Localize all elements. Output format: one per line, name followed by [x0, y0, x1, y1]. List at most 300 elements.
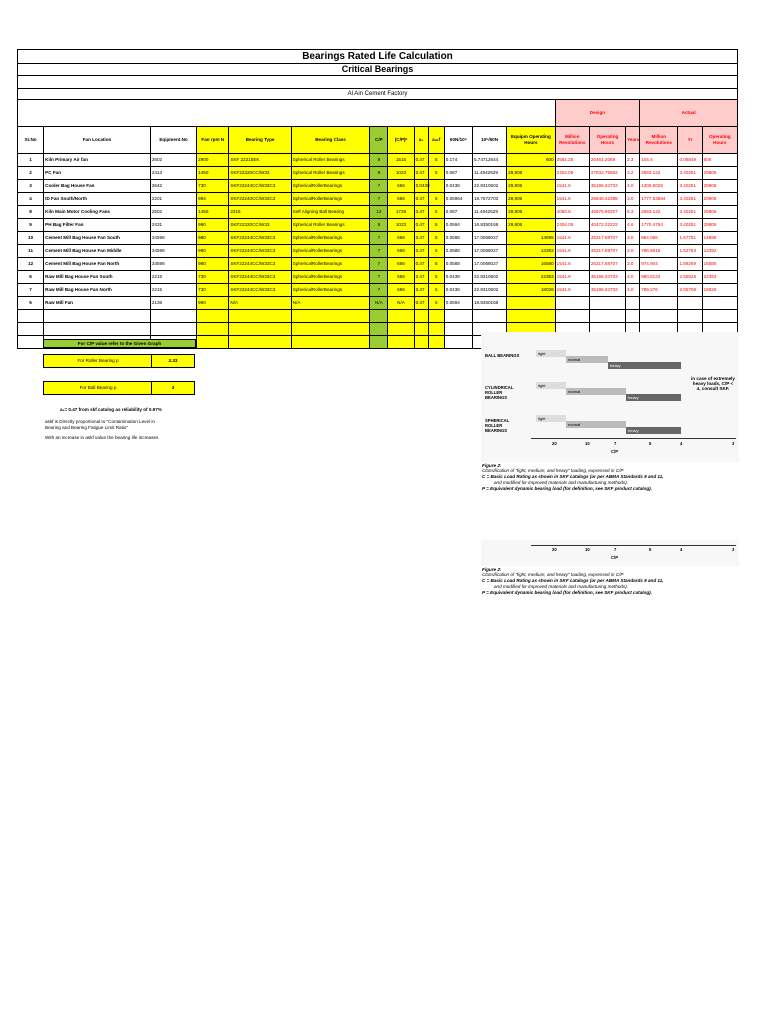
column-header: Sr.No [18, 127, 44, 154]
column-header: Bearing Type [229, 127, 291, 154]
table-cell: 0.0438 [444, 180, 472, 193]
table-cell: 5 [428, 167, 444, 180]
ball-heavy-bar: heavy [608, 362, 681, 369]
table-cell [626, 297, 640, 310]
tick-7: 7 [614, 441, 617, 446]
column-header: (C/P)ᵖ [388, 127, 414, 154]
column-header: 60N/10⁶ [444, 127, 472, 154]
empty-cell [640, 310, 678, 323]
table-row [18, 297, 738, 310]
empty-cell [428, 323, 444, 336]
table-cell: 1515 [388, 154, 414, 167]
table-cell: 980 [197, 258, 229, 271]
table-cell: 3.40251 [678, 219, 702, 232]
empty-cell [370, 310, 388, 323]
table-cell: 1541.6 [555, 258, 589, 271]
table-cell: 5.3 [626, 206, 640, 219]
roller-bearing-value-cell [151, 354, 195, 368]
empty-cell [291, 323, 370, 336]
empty-cell [414, 310, 428, 323]
figure-caption-3: and modified for improved materials and manufacturing methods). [494, 480, 629, 485]
extreme-load-note: in case of extremely heavy loads, C/P < 4, consult SKF. [691, 376, 735, 391]
table-cell: SphericalRollerBearings [291, 193, 370, 206]
figure2-caption-3: and modified for improved materials and manufacturing methods). [494, 584, 629, 589]
table-cell: 0.47 [414, 167, 428, 180]
table-cell: 16.8350168 [472, 297, 506, 310]
table-cell: 2404.05 [555, 167, 589, 180]
table-cell: 5 [428, 232, 444, 245]
table-cell: Raw Mill Fan [44, 297, 151, 310]
table-cell: 22393 [702, 271, 737, 284]
table-cell: 34598 [150, 245, 196, 258]
sph-heavy-bar: heavy [626, 427, 681, 434]
table-cell: 3.0 [626, 232, 640, 245]
table-cell: 29806 [702, 219, 737, 232]
empty-cell [150, 310, 196, 323]
table-cell: SKF22244CC/W33C3 [229, 232, 291, 245]
table-cell: 29,806 [507, 206, 555, 219]
ball-bearing-label-cell [43, 381, 153, 395]
table-cell: 22393 [507, 271, 555, 284]
table-cell: 2593.122 [640, 167, 678, 180]
table-cell: 2 [18, 167, 44, 180]
table-cell: 0.47 [414, 245, 428, 258]
empty-cell [291, 336, 370, 349]
empty-cell [291, 310, 370, 323]
table-cell: 5 [428, 284, 444, 297]
table-cell: 5 [428, 219, 444, 232]
table-cell: 0.47 [414, 232, 428, 245]
table-cell: 7 [370, 180, 388, 193]
table-cell: 789.276 [640, 284, 678, 297]
table-cell: 12 [18, 258, 44, 271]
table-cell: 46675.86207 [589, 206, 625, 219]
table-cell: Cooler Bag House Fan [44, 180, 151, 193]
table-cell: 22.8310502 [472, 271, 506, 284]
cp-refer-text: For C/P value refer to the Given Graph [77, 341, 162, 346]
table-cell: 29,806 [507, 180, 555, 193]
table-cell: N/A [229, 297, 291, 310]
table-cell: 4.0 [626, 284, 640, 297]
table-cell: 17.0068027 [472, 245, 506, 258]
figure-caption-2: C = Basic Load Rating as shown in SKF catalogs (or per ABMA Standards 9 and 11, [482, 474, 664, 479]
table-cell: 34598 [150, 232, 196, 245]
table-cell: SKF22320CC/W33 [229, 219, 291, 232]
table-cell: 35196.34703 [589, 180, 625, 193]
table-cell: 0.0588 [444, 232, 472, 245]
table-cell: 656 [388, 258, 414, 271]
empty-cell [197, 323, 229, 336]
table-cell: 4060.8 [555, 206, 589, 219]
column-header: Fan rpm N [197, 127, 229, 154]
table-cell: 990 [197, 219, 229, 232]
table-cell [507, 297, 555, 310]
empty-cell [414, 323, 428, 336]
table-cell: 0.0594 [444, 219, 472, 232]
column-header: aₛₖf [428, 127, 444, 154]
figure2-caption-4: P = Equivalent dynamic bearing load (for definition, see SKF product catalog). [482, 590, 652, 595]
tick-3: 3 [732, 441, 735, 446]
empty-cell [428, 310, 444, 323]
table-cell [678, 297, 702, 310]
askf-note-1: askf is Directly proportional to "Contamination Level in [45, 419, 155, 424]
cyl-light-bar: light [536, 382, 566, 389]
table-cell: 7 [370, 284, 388, 297]
cp-refer-note [43, 339, 196, 348]
table-cell: SphericalRollerBearings [291, 180, 370, 193]
table-cell: SKF22320CC/W33 [229, 167, 291, 180]
table-cell: 994 [197, 193, 229, 206]
bearings-table [17, 99, 738, 349]
table-cell: 2413 [150, 167, 196, 180]
table-cell: 3.0 [626, 193, 640, 206]
table-cell: 1450 [197, 167, 229, 180]
table-cell: 35196.34703 [589, 284, 625, 297]
tick-4-repeat: 4 [680, 547, 683, 552]
table-cell: SKF22244CC/W33C3 [229, 271, 291, 284]
table-cell: 5 [428, 271, 444, 284]
table-cell: 600 [507, 154, 555, 167]
roller-bearing-label: For Roller Bearing p [77, 358, 119, 363]
column-header: Equipm Operating Hours [507, 127, 555, 154]
table-cell: 3.0 [626, 258, 640, 271]
table-cell: 8 [370, 219, 388, 232]
table-cell: 1 [18, 154, 44, 167]
table-cell: 990 [197, 297, 229, 310]
table-cell: PC Fan [44, 167, 151, 180]
table-cell: Self Aligning Ball Bearing [291, 206, 370, 219]
tick-10: 10 [585, 441, 590, 446]
table-cell: 3561.25 [555, 154, 589, 167]
column-header: Years [626, 127, 640, 154]
empty-cell [370, 336, 388, 349]
table-cell: 0.0588 [444, 245, 472, 258]
table-cell: 1.52763 [678, 245, 702, 258]
table-row [18, 154, 738, 167]
table-cell: 2502 [150, 206, 196, 219]
table-cell: 29,806 [507, 219, 555, 232]
empty-cell [388, 323, 414, 336]
sheet-title: Bearings Rated Life Calculation [17, 49, 738, 63]
table-cell: 26217.68707 [589, 232, 625, 245]
table-cell: 34598 [150, 258, 196, 271]
table-cell: 656 [388, 232, 414, 245]
empty-cell [414, 336, 428, 349]
empty-cell [678, 310, 702, 323]
table-cell: Cement Mill Bag House Fan South [44, 232, 151, 245]
table-cell: 3.40251 [678, 206, 702, 219]
table-cell: SphericalRollerBearings [291, 245, 370, 258]
empty-cell [555, 310, 589, 323]
table-cell: 2215 [150, 271, 196, 284]
table-cell: 0.0438 [414, 180, 428, 193]
table-cell: 29806 [702, 206, 737, 219]
table-cell: 40472.22222 [589, 219, 625, 232]
figure-caption-1: Classification of "light, medium, and heavy" loading, expressed in C/P [482, 468, 624, 473]
figure2-caption-title: Figure 2: [482, 567, 502, 572]
table-cell: 13392 [702, 245, 737, 258]
table-cell: SKF22244CC/W33C3 [229, 258, 291, 271]
table-cell: 3.40251 [678, 180, 702, 193]
table-cell: 11 [18, 245, 44, 258]
table-cell: 7 [370, 193, 388, 206]
table-cell: 2404.05 [555, 219, 589, 232]
table-cell: 25848.42388 [589, 193, 625, 206]
table-row [18, 232, 738, 245]
table-cell: N/A [370, 297, 388, 310]
table-cell: 1541.6 [555, 193, 589, 206]
table-cell [640, 297, 678, 310]
table-cell: Spherical Roller Bearings [291, 167, 370, 180]
table-cell: 0.47 [414, 258, 428, 271]
tick-5-repeat: 5 [649, 547, 652, 552]
column-header: Bearing Class [291, 127, 370, 154]
cyl-heavy-bar: heavy [626, 394, 681, 401]
table-cell: 864.066 [640, 232, 678, 245]
table-cell: 2201 [150, 193, 196, 206]
table-cell: 1023 [388, 219, 414, 232]
empty-cell [197, 336, 229, 349]
table-cell: 3.2 [626, 167, 640, 180]
tick-20: 20 [552, 441, 557, 446]
load-classification-figure-repeat [481, 540, 739, 566]
sph-light-bar: light [536, 415, 566, 422]
table-cell: 29806 [702, 167, 737, 180]
table-cell: 730 [197, 271, 229, 284]
empty-cell [589, 310, 625, 323]
table-cell: 0.0438 [444, 271, 472, 284]
table-cell: 22.8310502 [472, 180, 506, 193]
table-cell: 1541.6 [555, 232, 589, 245]
factory-name: Al Ain Cement Factory [17, 88, 738, 99]
tick-7-repeat: 7 [614, 547, 617, 552]
ball-normal-bar: normal [566, 356, 608, 363]
table-cell: 6 [18, 271, 44, 284]
table-cell: 29806 [702, 193, 737, 206]
column-header: Operating Hours [702, 127, 737, 154]
table-cell: Spherical Roller Bearings [291, 219, 370, 232]
table-cell: SKF22240CC/W33C3 [229, 193, 291, 206]
empty-cell [444, 323, 472, 336]
table-cell: 0.0438 [444, 284, 472, 297]
table-cell: 35196.34703 [589, 271, 625, 284]
tick-3-repeat: 3 [732, 547, 735, 552]
askf-note-2: Bearing and Bearing Fatigue Limit Ratio" [45, 425, 129, 430]
table-cell [589, 297, 625, 310]
table-cell: 0.47 [414, 284, 428, 297]
table-cell: 2.3 [626, 154, 640, 167]
table-cell: 0.47 [414, 297, 428, 310]
empty-cell [229, 323, 291, 336]
table-cell: 18026 [507, 284, 555, 297]
ball-light-bar: light [536, 350, 566, 357]
table-cell: 29,806 [507, 193, 555, 206]
spacer-row [17, 75, 738, 88]
tick-4: 4 [680, 441, 683, 446]
table-cell: 1450 [197, 206, 229, 219]
roller-bearing-value: 3.33 [168, 358, 178, 363]
table-cell: 1777.63584 [640, 193, 678, 206]
table-cell: 1.67751 [678, 232, 702, 245]
axis-label-repeat: C/P [611, 555, 618, 560]
x-axis-repeat [531, 545, 736, 546]
table-cell: 5 [428, 193, 444, 206]
table-cell: Kiln Primary Air fan [44, 154, 151, 167]
empty-cell [197, 310, 229, 323]
table-cell: 600 [702, 154, 737, 167]
table-row [18, 219, 738, 232]
empty-cell [702, 310, 737, 323]
column-header: Million Revolutions [640, 127, 678, 154]
table-cell: SKF22244CC/W33C3 [229, 245, 291, 258]
empty-cell [229, 336, 291, 349]
table-cell: 4.0 [626, 271, 640, 284]
table-cell: 5 [428, 297, 444, 310]
table-cell: Cement Mill Bag House Fan North [44, 258, 151, 271]
table-cell: 4 [18, 193, 44, 206]
table-cell: Kiln Main Motor Cooling Fans [44, 206, 151, 219]
table-cell: 2.55628 [678, 271, 702, 284]
empty-cell [444, 310, 472, 323]
empty-cell [18, 310, 44, 323]
table-cell: 730 [197, 180, 229, 193]
table-cell: 1728 [388, 206, 414, 219]
table-cell: 17.0068027 [472, 258, 506, 271]
table-cell: 3.40251 [678, 167, 702, 180]
table-cell [702, 297, 737, 310]
table-cell: 980 [197, 245, 229, 258]
empty-cell [388, 310, 414, 323]
empty-cell [428, 336, 444, 349]
table-cell: 13392 [507, 245, 555, 258]
column-header: 10⁶/60N [472, 127, 506, 154]
cyl-normal-bar: normal [566, 388, 626, 395]
table-cell: 14695 [702, 232, 737, 245]
table-cell: 0.0594 [444, 297, 472, 310]
table-cell: 786.8616 [640, 245, 678, 258]
table-row [18, 180, 738, 193]
empty-cell [388, 336, 414, 349]
table-cell: 1.89269 [678, 258, 702, 271]
table-cell: 16.8350168 [472, 219, 506, 232]
table-cell: 5 [18, 297, 44, 310]
empty-cell [18, 336, 44, 349]
table-cell: 3 [18, 180, 44, 193]
table-cell: 14695 [507, 232, 555, 245]
table-cell: 1023 [388, 167, 414, 180]
table-cell: 0.47 [414, 219, 428, 232]
table-cell: SphericalRollerBearings [291, 258, 370, 271]
table-cell [428, 180, 444, 193]
ball-bearing-label: For Ball Bearing p [79, 385, 117, 390]
table-row [18, 284, 738, 297]
table-cell: 1541.6 [555, 271, 589, 284]
table-cell: 730 [197, 284, 229, 297]
table-cell: Cement Mill Bag House Fan Middle [44, 245, 151, 258]
table-cell: 0.47 [414, 271, 428, 284]
table-cell: 2900 [197, 154, 229, 167]
table-cell [555, 297, 589, 310]
table-body [18, 154, 738, 349]
table-cell: 29,806 [507, 167, 555, 180]
table-cell: 5 [428, 154, 444, 167]
empty-cell [44, 323, 151, 336]
table-row [18, 271, 738, 284]
table-cell: 29806 [702, 180, 737, 193]
table-cell: 4.6 [626, 219, 640, 232]
askf-note-3: With an increase in askf value the bearing life increases [45, 435, 159, 440]
table-cell: 1541.6 [555, 284, 589, 297]
table-cell: 3.40251 [678, 193, 702, 206]
table-cell: 27632.75862 [589, 167, 625, 180]
empty-cell [44, 310, 151, 323]
table-cell: 20461.2069 [589, 154, 625, 167]
table-cell: 656 [388, 180, 414, 193]
a1-note: a₁= 0.47 from skf catalog as reliability of 0.97% [60, 407, 162, 412]
table-cell: 18026 [702, 284, 737, 297]
actual-header: Actual [640, 100, 738, 127]
table-cell: 22.8310502 [472, 284, 506, 297]
table-cell: 7 [370, 232, 388, 245]
table-cell: 656 [388, 284, 414, 297]
table-cell: 1305.5028 [640, 180, 678, 193]
table-cell: 2.05708 [678, 284, 702, 297]
roller-bearing-label-cell [43, 354, 153, 368]
table-cell: 656 [388, 193, 414, 206]
table-cell: Raw Mill Bag House Fan South [44, 271, 151, 284]
table-cell: 2593.122 [640, 206, 678, 219]
design-header: Design [555, 100, 640, 127]
table-cell: 2136 [150, 297, 196, 310]
table-cell: 980 [197, 232, 229, 245]
table-cell: 0.47 [414, 193, 428, 206]
table-cell: 980.8134 [640, 271, 678, 284]
table-cell: Spherical Roller Bearings [291, 154, 370, 167]
table-cell: 26217.68707 [589, 258, 625, 271]
empty-row [18, 310, 738, 323]
figure2-caption-1: Classification of "light, medium, and heavy" loading, expressed in C/P [482, 572, 624, 577]
table-cell: 2602 [150, 154, 196, 167]
table-cell: 3.0 [626, 245, 640, 258]
column-header: Fan Location [44, 127, 151, 154]
table-cell: 16580 [507, 258, 555, 271]
ball-bearing-value: 3 [171, 385, 175, 390]
tick-10-repeat: 10 [585, 547, 590, 552]
table-cell: SphericalRollerBearings [291, 284, 370, 297]
table-cell: 9 [18, 219, 44, 232]
spreadsheet [17, 49, 738, 349]
load-classification-figure [481, 332, 739, 462]
table-cell: 0.087 [444, 206, 472, 219]
table-cell: 2215 [150, 284, 196, 297]
table-cell: 5 [428, 245, 444, 258]
table-row [18, 167, 738, 180]
figure-caption-title: Figure 2: [482, 463, 502, 468]
table-cell: SphericalRollerBearings [291, 271, 370, 284]
empty-cell [18, 323, 44, 336]
table-cell: 7 [370, 271, 388, 284]
table-cell: 974.904 [640, 258, 678, 271]
empty-cell [229, 310, 291, 323]
axis-label: C/P [611, 449, 618, 454]
table-row [18, 193, 738, 206]
table-cell: 1541.6 [555, 180, 589, 193]
sph-normal-bar: normal [566, 421, 626, 428]
table-cell: ID Fan South/North [44, 193, 151, 206]
column-header: C/P [370, 127, 388, 154]
table-cell: 8 [18, 206, 44, 219]
column-header: Eqipment.No [150, 127, 196, 154]
